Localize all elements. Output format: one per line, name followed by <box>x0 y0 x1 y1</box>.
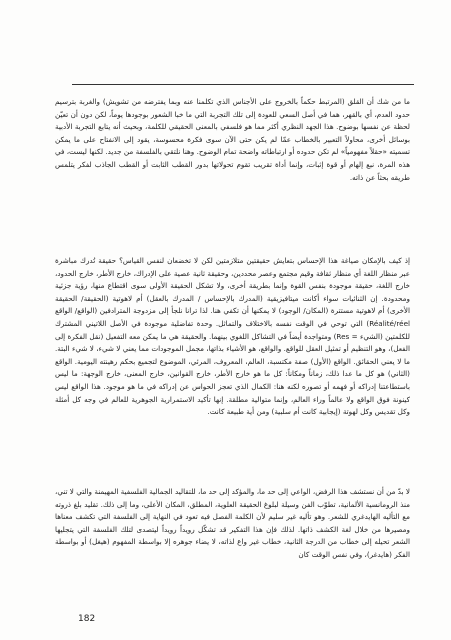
page-number: 182 <box>78 614 96 624</box>
paragraph-1: ما من شك أن القلق (المرتبط حكماً بالخروج على الأجناس الذي تكلمنا عنه وبما يفترضه من تشويش) والغربة بترسيم حدود العدم، أي بالقهر، هما في أصل السعي للعودة إلى تلك التجربة التي ما خبا الشعور بوجودها يوماً، لكن دون أن تعيّن لحظة عن نفسها بوضوح. هذا الجهد النظري أكثر مما هو فلسفي بالمعنى الحقيقي للكلمة، وبحيث أنه يتابع التجربة الأدبية بوسائل أخرى، محاولاً التعبير بالخطاب عمّا لم يكن حتى الآن سوى فكرة محسوسة، يقود إلى الانفتاح على ما يمكن تسميته «حقلاً مفهومياً» لم تكن حدوده أو ارتباطاته واضحة تمام الوضوح. وهنا نلتقي بالفلسفة من جديد. لكنها ليست، في هذه المرة، نبع إلهام أو قوة إثبات، وإنما أداة تقريب تقوم تحولاتها بدور القطب الثابت أو القطب الجاذب لفكر يتلمس طريقه بحثاً عن ذاته. <box>55 97 410 182</box>
header-rule <box>72 84 414 85</box>
paragraph-3: لا بدّ من أن نستشف هذا الرفض، الواعي إلى حد ما، والمؤكد إلى حد ما، للتقاليد الجمالية الفلسفية المهيمنة والتي لا تني، منذ الرومانسية الألمانية، تطوّب الفن وسيلة لبلوغ الحقيقة العلوية، المطلق، المكان الأعلى، وما إلى ذلك. تقليد بلغ ذروته مع التأليه الهايدغري للشعر. وهو تأليه غير سليم لأن الكلمة الفصل فيه تعود في النهاية إلى الفلسفة التي تكشف معناها ومصيرها من خلال لغة الكشف ذاتها. لذلك فإن هذا التفكير قد تشكّل رويداً رويداً ليتصدى لتلك الفلسفة التي يتجليها الشعر تحيله إلى خطاب من الدرجة الثانية، خطاب غير واع لذاته، لا يضاء جوهره إلا بواسطة المفهوم (هيغل) أو بواسطة الفكر (هايدغر)، وفي نفس الوقت كان <box>55 487 410 559</box>
paragraph-2: إذ كيف بالإمكان صياغة هذا الإحساس بتعايش حقيقتين متلازمتين لكن لا تخضعان لنفس القياس؟ حقيقة تُدرك مباشرة عبر منظار اللغة أي منظار ثقافة وقيم مجتمع وعصر محددين، وحقيقة ثانية عصية على الإدراك، خارج الأطر، خارج الحدود، خارج اللغة، حقيقة موجودة بنفس القوة وإنما بطريقة أخرى، ولا تشكل الحقيقة الأولى سوى اقتطاع منها، رؤية جزئية ومحدودة. إن الثنائيات سواء أكانت ميتافيزيقية (المدرك بالإحساس / المدرك بالعقل) أم لاهوتية (الحقيقة/ الحقيقة الأخرى) أم لاهوتية مستترة (المكان/ الوجود) لا يمكنها أن تكفي هنا. لذا ترانا نلجأ إلى مزدوجة المترادفين (الواقع/ الواقع Réalité/réel) التي توحي في الوقت نفسه بالاختلاف والتماثل. وحدة تفاضلية موجودة في الأصل اللاتيني المشترك للكلمتين (الشيء = Res) ومتواجدة أيضاً في التشاكل اللغوي بينهما. والحقيقة هي ما يمكن معه التفعيل (نقل الفكرة إلى الفعل)، وهو التنظيم أو تمثيل العقل للواقع. والواقع، هو الأشياء بذاتها، مجمل الموجودات مما يعني لا شيء، لا شيء البتة. ما لا يعني الحقائق. الواقع (الأول) صفة مكتسبة، العالم، المعروف، المرئي، الموضوع لتجميع بحكم رهينته اليومية. الواقع (الثاني) هو كل ما عدا ذلك، زماناً ومكاناً: كل ما هو خارج الأطر، خارج القوانين، خارج المعنى، خارج الوجهة: ما ليس باستطاعتنا إدراكه أو فهمه أو تصوره لكنه هنا: الكمال الذي تعجز الحواس عن إدراكه في ما هو موجود. هذا الواقع ليس كينونة فوق الواقع ولا عالماً وراء العالم، وإنما متوالية مطلقة. إنها تأكيد الاستمرارية الجوهرية للعالم في وجه كل أمثلة وكل تقديس وكل لهوتة (إيجابية كانت أم سلبية) ومن أية طبيعة كانت. <box>55 256 410 417</box>
